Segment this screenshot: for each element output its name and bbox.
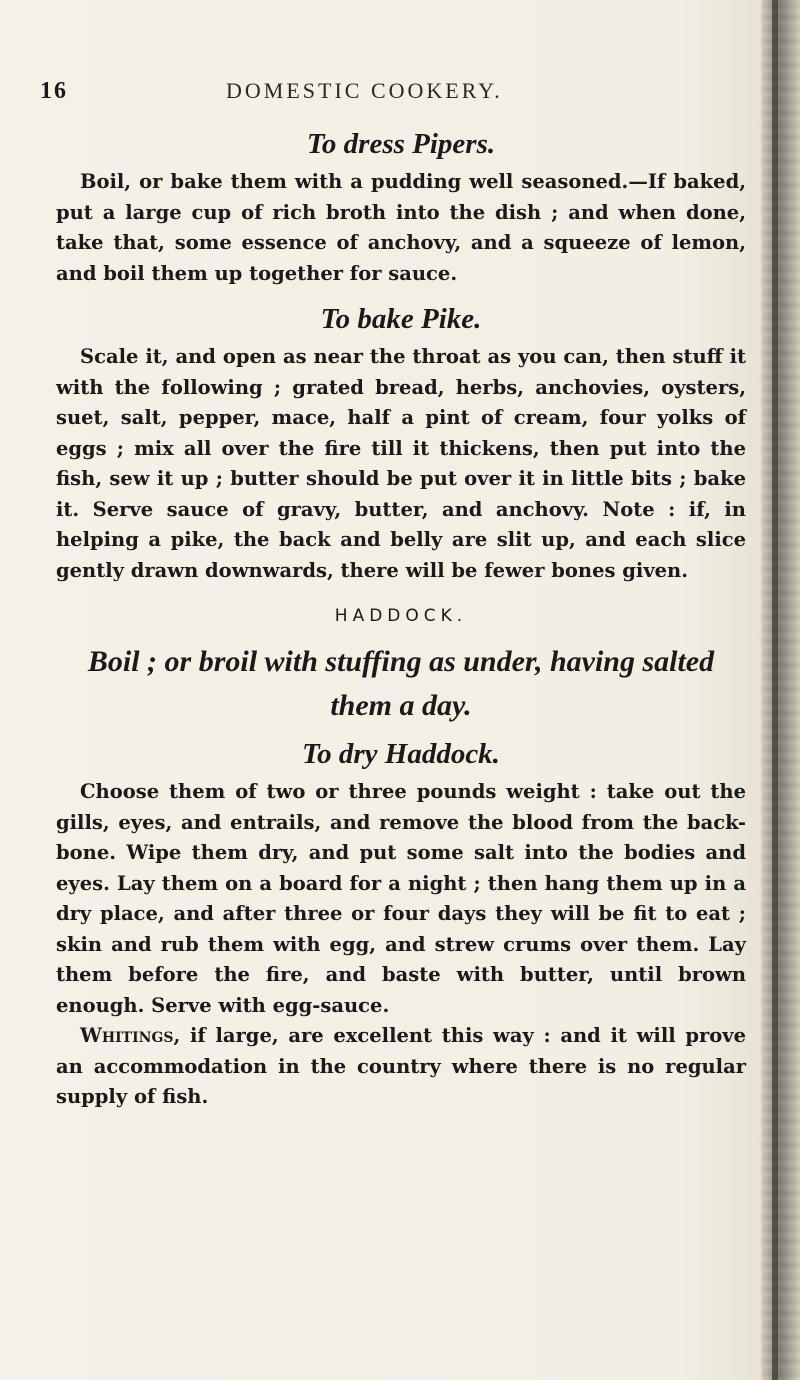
page-number: 16 [40,78,68,104]
haddock-subhead: Boil ; or broil with stuffing as under, having salted them a day. [87,645,715,722]
section-title-pipers: To dress Pipers. [306,128,496,160]
whitings-text: if large, are excellent this way : and it will prove an accommodation in the country where there is no regular supply of fish. [56,1024,746,1108]
page-content [40,78,746,1113]
running-title: DOMESTIC COOKERY. [226,78,503,103]
book-spine-shadow [762,0,800,1380]
page-header [40,78,746,118]
section-text-pike: Scale it, and open as near the throat as you can, then stuff it with the following ; grated bread, herbs, anchovies, oysters, suet, salt, pepper, mace, half a pint of cream, four yolks of eggs ; mix all over the fire till it thickens, then put into the fish, sew it up ; butter should be put over it in little bits ; bake it. Serve sauce of gravy, butter, and anchovy. Note : if, in helping a pike, the back and belly are slit up, and each slice gently drawn downwards, there will be fewer bones given. [56,345,746,582]
section-text-dry-haddock: Choose them of two or three pounds weight : take out the gills, eyes, and entrails, and remove the blood from the back-bone. Wipe them dry, and put some salt into the bodies and eyes. Lay them on a board for a night ; then hang them up in a dry place, and after three or four days they will be fit to eat ; skin and rub them with egg, and strew crums over them. Lay them before the fire, and baste with butter, until brown enough. Serve with egg-sauce. [56,780,746,1017]
section-title-dry-haddock: To dry Haddock. [302,738,500,770]
haddock-heading: HADDOCK. [334,606,468,626]
section-title-pike: To bake Pike. [320,303,482,335]
whitings-paragraph [56,1021,746,1113]
whitings-label: Whitings, [80,1024,181,1047]
section-text-pipers: Boil, or bake them with a pudding well seasoned.—If baked, put a large cup of rich broth into the dish ; and when done, take that, some essence of anchovy, and a squeeze of lemon, and boil them up together for sauce. [56,170,746,285]
page-edge [772,0,778,1380]
